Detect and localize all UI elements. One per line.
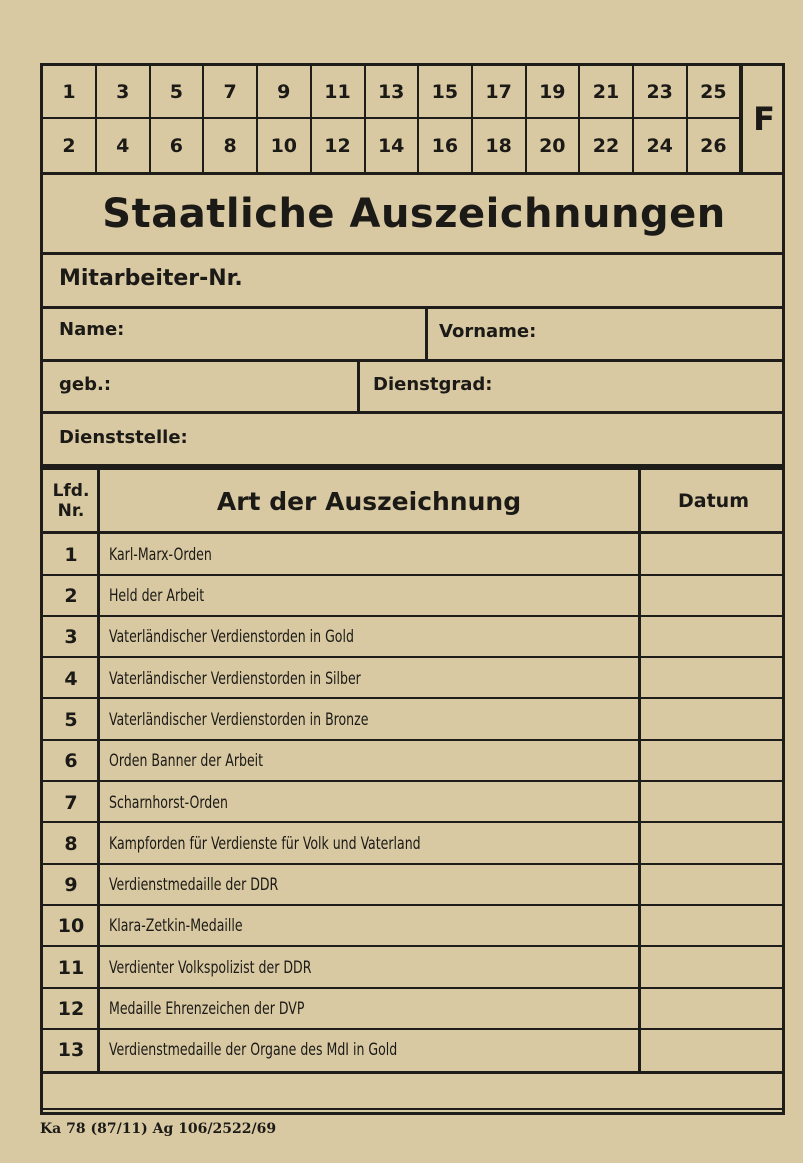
- award-date-cell: [643, 741, 783, 783]
- number-cell: 21: [580, 66, 634, 119]
- award-name: Verdienter Volkspolizist der DDR: [109, 957, 312, 978]
- number-cell: 16: [419, 119, 473, 172]
- award-name: Klara-Zetkin-Medaille: [109, 916, 243, 937]
- divider-line: [43, 172, 785, 175]
- rank-label: Dienstgrad:: [373, 374, 493, 395]
- number-cell: 20: [526, 119, 580, 172]
- row-number: 12: [57, 998, 85, 1021]
- award-name: Vaterländischer Verdienstorden in Bronze: [109, 709, 369, 730]
- award-date-cell: [643, 699, 783, 741]
- column-header-date: Datum: [678, 490, 749, 512]
- award-name: Karl-Marx-Orden: [109, 544, 212, 565]
- award-date-cell: [643, 617, 783, 659]
- table-row: [43, 575, 785, 617]
- divider-line: [43, 464, 785, 470]
- table-row: [43, 988, 785, 1030]
- award-name: Held der Arbeit: [109, 586, 205, 607]
- column-header-award: Art der Auszeichnung: [216, 486, 522, 516]
- number-cell: 13: [365, 66, 419, 119]
- divider-line: [43, 1108, 785, 1110]
- award-record-card: [40, 63, 785, 1115]
- row-number: 1: [64, 543, 78, 566]
- award-name: Vaterländischer Verdienstorden in Gold: [109, 627, 354, 648]
- row-number: 5: [64, 708, 78, 731]
- table-row: [43, 864, 785, 906]
- row-number: 4: [64, 667, 78, 690]
- table-row: [43, 534, 785, 576]
- divider-line: [43, 359, 785, 362]
- table-row: [43, 823, 785, 865]
- row-number: 2: [64, 585, 78, 608]
- number-cell: 7: [204, 66, 258, 119]
- number-cell: 25: [687, 66, 741, 119]
- row-number: 10: [57, 915, 85, 938]
- column-header-number: Lfd. Nr.: [52, 481, 90, 521]
- award-name: Orden Banner der Arbeit: [109, 751, 264, 772]
- number-cell: 11: [312, 66, 366, 119]
- row-number: 11: [57, 956, 85, 979]
- row-number: 13: [57, 1039, 85, 1062]
- number-cell: 23: [634, 66, 688, 119]
- divider-line: [43, 252, 785, 255]
- row-number: 9: [64, 874, 78, 897]
- award-date-cell: [643, 906, 783, 948]
- award-date-cell: [643, 575, 783, 617]
- row-number: 6: [64, 750, 78, 773]
- table-row: [43, 1030, 785, 1072]
- award-name: Scharnhorst-Orden: [109, 792, 228, 813]
- number-cell: 9: [258, 66, 312, 119]
- number-cell: 6: [150, 119, 204, 172]
- number-cell: 15: [419, 66, 473, 119]
- table-row: [43, 782, 785, 824]
- award-date-cell: [643, 864, 783, 906]
- number-cell: 22: [580, 119, 634, 172]
- row-number: 8: [64, 832, 78, 855]
- number-cell: 19: [526, 66, 580, 119]
- number-cell: 2: [43, 119, 97, 172]
- number-cell: 17: [473, 66, 527, 119]
- table-row: [43, 906, 785, 948]
- number-cell: 24: [634, 119, 688, 172]
- number-cell: 26: [687, 119, 741, 172]
- row-number: 3: [64, 626, 78, 649]
- number-cell: 10: [258, 119, 312, 172]
- number-cell: 12: [312, 119, 366, 172]
- award-date-cell: [643, 534, 783, 576]
- number-cell: 1: [43, 66, 97, 119]
- table-row: [43, 658, 785, 700]
- divider-line: [43, 411, 785, 414]
- award-name: Kampforden für Verdienste für Volk und Vaterland: [109, 833, 421, 854]
- form-code: Ka 78 (87/11) Ag 106/2522/69: [40, 1121, 277, 1137]
- office-label: Dienststelle:: [59, 427, 188, 448]
- table-row: [43, 617, 785, 659]
- number-cell: 3: [97, 66, 151, 119]
- employee-number-label: Mitarbeiter-Nr.: [59, 266, 243, 291]
- first-name-label: Vorname:: [439, 321, 537, 342]
- divider-line: [43, 1071, 785, 1074]
- number-cell: 18: [473, 119, 527, 172]
- number-cell: 8: [204, 119, 258, 172]
- award-date-cell: [643, 823, 783, 865]
- table-row: [43, 741, 785, 783]
- divider-line: [425, 309, 428, 359]
- number-grid: [43, 66, 741, 172]
- award-date-cell: [643, 658, 783, 700]
- number-cell: 14: [365, 119, 419, 172]
- number-cell: 5: [150, 66, 204, 119]
- birth-date-label: geb.:: [59, 374, 112, 395]
- award-date-cell: [643, 1030, 783, 1072]
- award-name: Medaille Ehrenzeichen der DVP: [109, 999, 305, 1020]
- number-cell: 4: [97, 119, 151, 172]
- table-row: [43, 699, 785, 741]
- page-title: Staatliche Auszeichnungen: [102, 191, 726, 237]
- card-letter: F: [753, 100, 775, 138]
- number-grid-divider: [741, 66, 743, 172]
- award-name: Verdienstmedaille der Organe des MdI in Gold: [109, 1040, 398, 1061]
- award-date-cell: [643, 988, 783, 1030]
- award-date-cell: [643, 782, 783, 824]
- table-row: [43, 947, 785, 989]
- name-label: Name:: [59, 319, 125, 340]
- row-number: 7: [64, 791, 78, 814]
- divider-line: [357, 362, 360, 412]
- divider-line: [43, 306, 785, 309]
- award-name: Verdienstmedaille der DDR: [109, 875, 279, 896]
- award-date-cell: [643, 947, 783, 989]
- award-name: Vaterländischer Verdienstorden in Silber: [109, 668, 361, 689]
